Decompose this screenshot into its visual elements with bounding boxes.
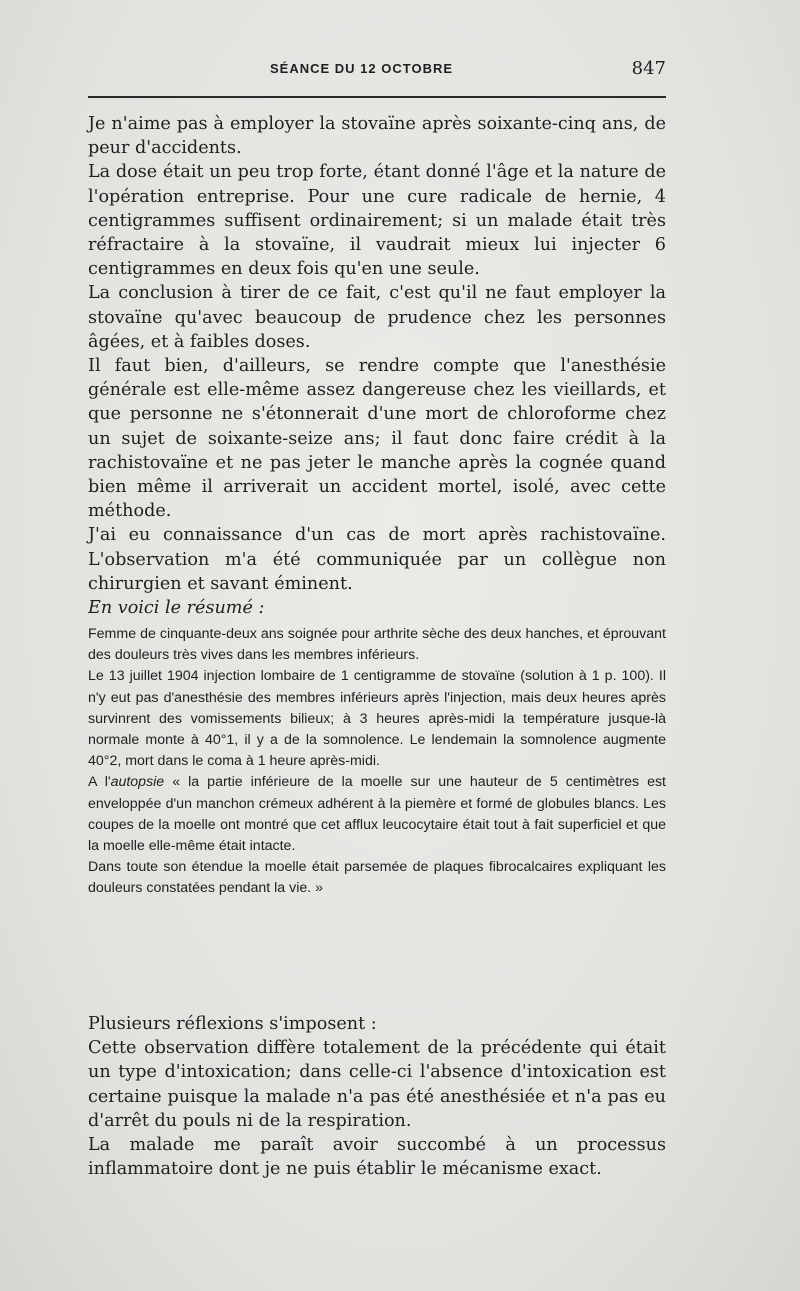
quote-paragraph: Le 13 juillet 1904 injection lombaire de 1 centigramme de stovaïne (solution à 1 p. 100). Il n'y eut pas d'anesthésie des membres inférieurs après l'injection, mais deux heures après survinrent des vomissements bilieux; à 3 heures après-midi la température jusque-là normale monte à 40°1, il y a de la somnolence. Le lendemain la somnolence augmente 40°2, mort dans le coma à 1 heure après-midi. — [88, 668, 666, 770]
case-summary-quote — [88, 624, 666, 900]
closing-text — [88, 1012, 666, 1181]
quote-paragraph — [88, 772, 666, 857]
quote-text: A l' — [88, 774, 111, 791]
paragraph: Je n'aime pas à employer la stovaïne après soixante-cinq ans, de peur d'accidents. — [88, 114, 666, 159]
paragraph: Plusieurs réflexions s'imposent : — [88, 1014, 377, 1034]
paragraph: La dose était un peu trop forte, étant donné l'âge et la nature de l'opération entreprise. Pour une cure radicale de hernie, 4 centigrammes suffisent ordinairement; si un malade était très réfractaire à la stovaïne, il vaudrait mieux lui injecter 6 centigrammes en deux fois qu'en une seule. — [88, 162, 666, 280]
quote-text: « la partie inférieure de la moelle sur une hauteur de 5 centimètres est enveloppée d'un manchon crémeux adhérent à la piemère et formé de globules blancs. Les coupes de la moelle ont montré que cet afflux leucocytaire était tout à fait superficiel et que la moelle elle-même était intacte. — [88, 774, 667, 855]
quote-paragraph: Femme de cinquante-deux ans soignée pour arthrite sèche des deux hanches, et éprouvant des douleurs très vives dans les membres inférieurs. — [88, 626, 666, 664]
paragraph: La conclusion à tirer de ce fait, c'est qu'il ne faut employer la stovaïne qu'avec beaucoup de prudence chez les personnes âgées, et à faibles doses. — [88, 283, 666, 352]
paragraph: Cette observation diffère totalement de la précédente qui était un type d'intoxication; dans celle-ci l'absence d'intoxication est certaine puisque la malade n'a pas été anesthésiée et n'a pas eu d'arrêt du pouls ni de la respiration. — [88, 1038, 666, 1131]
summary-intro: En voici le résumé : — [88, 598, 265, 619]
main-text — [88, 112, 666, 620]
paragraph: J'ai eu connaissance d'un cas de mort après rachistovaïne. L'observation m'a été communiquée par un collègue non chirurgien et savant éminent. — [88, 525, 666, 594]
paragraph: Il faut bien, d'ailleurs, se rendre compte que l'anesthésie générale est elle-même assez dangereuse chez les vieillards, et que personne ne s'étonnerait d'une mort de chloroforme chez un sujet de soixante-seize ans; il faut donc faire crédit à la rachistovaïne et ne pas jeter le manche après la cognée quand bien même il arriverait un accident mortel, isolé, avec cette méthode. — [88, 356, 666, 522]
quote-emphasis: autopsie — [110, 774, 165, 791]
running-title: SÉANCE DU 12 OCTOBRE — [270, 61, 454, 76]
quote-paragraph: Dans toute son étendue la moelle était parsemée de plaques fibrocalcaires expliquant les douleurs constatées pendant la vie. » — [88, 859, 666, 897]
page-number: 847 — [631, 58, 666, 79]
paragraph: La malade me paraît avoir succombé à un processus inflammatoire dont je ne puis établir le mécanisme exact. — [88, 1135, 666, 1180]
header-rule — [88, 96, 666, 98]
page-header — [88, 56, 666, 86]
